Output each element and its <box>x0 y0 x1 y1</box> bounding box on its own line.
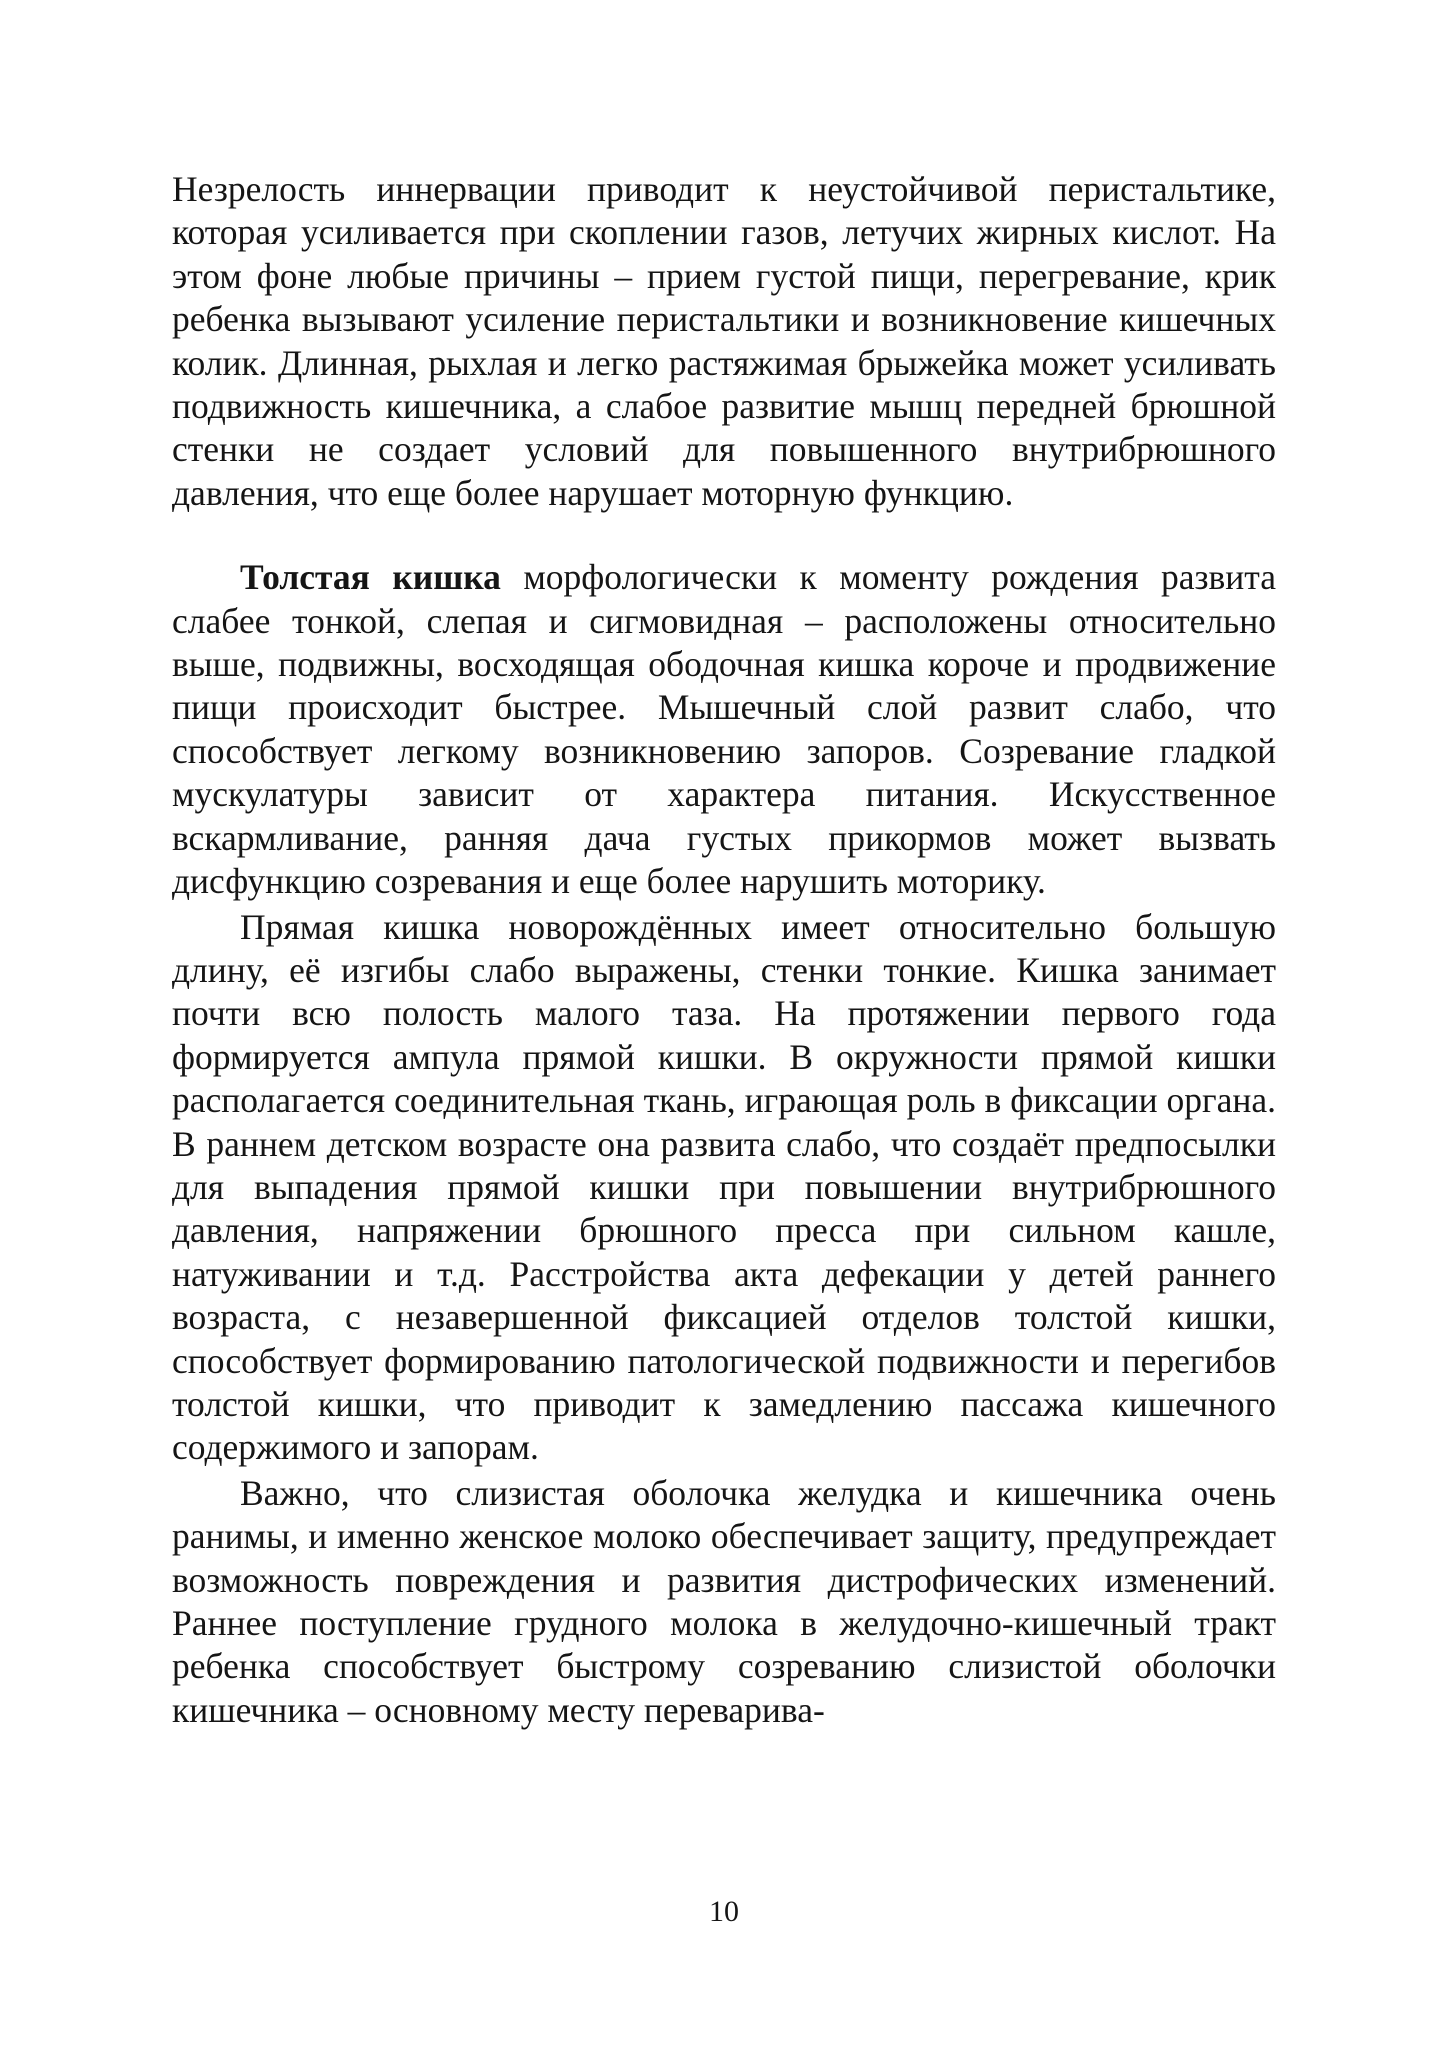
paragraph-text: Незрелость иннервации приводит к неустойчивой перистальтике, которая усиливается при скоплении газов, летучих жирных кислот. На этом фоне любые причины – прием густой пищи, перегревание, крик ребенка вызывают усиление перистальтики и возникновение кишечных колик. Длинная, рыхлая и легко растяжимая брыжейка может усиливать подвижность кишечника, а слабое развитие мышц передней брюшной стенки не создает условий для повышенного внутрибрюшного давления, что еще более нарушает моторную функцию. <box>172 169 1276 513</box>
paragraph-text: Важно, что слизистая оболочка желудка и кишечника очень ранимы, и именно женское молоко обеспечивает защиту, предупреждает возможность повреждения и развития дистрофических изменений. Раннее поступление грудного молока в желудочно-кишечный тракт ребенка способствует быстрому созреванию слизистой оболочки кишечника – основному месту переварива- <box>172 1472 1276 1730</box>
body-text <box>172 168 1276 1732</box>
page-number: 10 <box>709 1895 739 1928</box>
paragraph-rectum <box>172 906 1276 1470</box>
paragraph-mucosa <box>172 1472 1276 1732</box>
paragraph-text: морфологически к моменту рождения развита слабее тонкой, слепая и сигмовидная – расположены относительно выше, подвижны, восходящая ободочная кишка короче и продвижение пищи происходит быстрее. Мышечный слой развит слабо, что способствует легкому возникновению запоров. Созревание гладкой мускулатуры зависит от характера питания. Искусственное вскармливание, ранняя дача густых прикормов может вызвать дисфункцию созревания и еще более нарушить моторику. <box>172 557 1276 902</box>
section-heading-large-intestine: Толстая кишка <box>240 557 501 598</box>
paragraph-colic <box>172 168 1276 515</box>
paragraph-text: Прямая кишка новорождённых имеет относительно большую длину, её изгибы слабо выражены, стенки тонкие. Кишка занимает почти всю полость малого таза. На протяжении первого года формируется ампула прямой кишки. В окружности прямой кишки располагается соединительная ткань, играющая роль в фиксации органа. В раннем детском возрасте она развита слабо, что создаёт предпосылки для выпадения прямой кишки при повышении внутрибрюшного давления, напряжении брюшного пресса при сильном кашле, натуживании и т.д. Расстройства акта дефекации у детей раннего возраста, с незавершенной фиксацией отделов толстой кишки, способствует формированию патологической подвижности и перегибов толстой кишки, что приводит к замедлению пассажа кишечного содержимого и запорам. <box>172 906 1276 1468</box>
paragraph-large-intestine <box>172 556 1276 903</box>
